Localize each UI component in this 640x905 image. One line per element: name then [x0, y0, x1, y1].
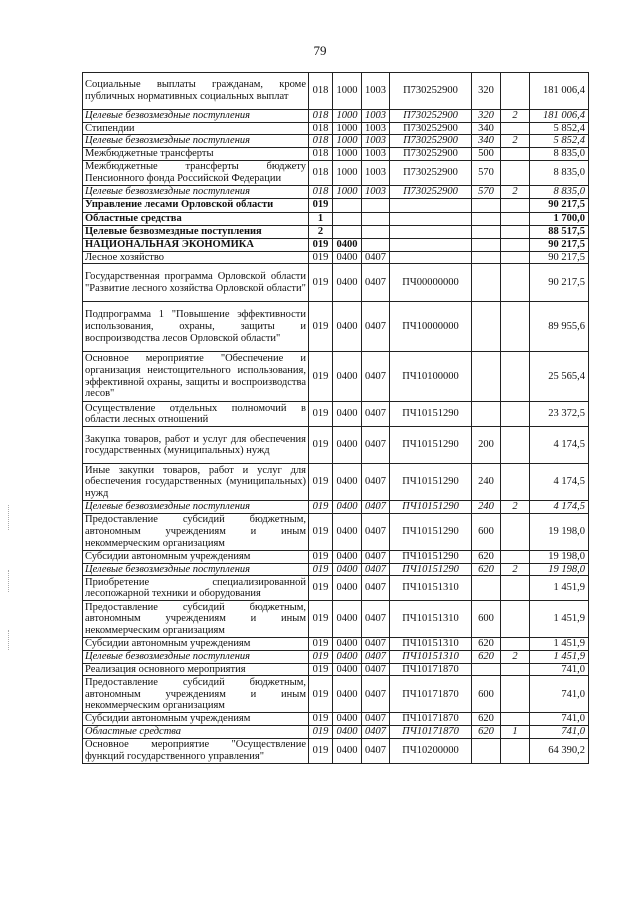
row-csr: ПЧ10151290: [390, 501, 472, 514]
row-rz: 0400: [333, 464, 362, 501]
row-ist: [501, 464, 530, 501]
row-name: Подпрограмма 1 "Повышение эффективности использования, охраны, защиты и воспроизводства лесов Орловской области": [83, 302, 309, 352]
row-name: Предоставление субсидий бюджетным, автономным учреждениям и иным некоммерческим организациям: [83, 676, 309, 713]
row-rz: 0400: [333, 638, 362, 651]
row-rz: 1000: [333, 110, 362, 123]
row-ved: 019: [309, 550, 333, 563]
row-name: Осуществление отдельных полномочий в области лесных отношений: [83, 402, 309, 427]
row-sum: 4 174,5: [530, 501, 589, 514]
row-ved: 019: [309, 238, 333, 251]
row-pr: 0407: [362, 738, 390, 763]
row-pr: 0407: [362, 513, 390, 550]
row-vr: 500: [472, 148, 501, 161]
table-row: [83, 726, 589, 739]
row-ved: 019: [309, 513, 333, 550]
table-row: [83, 576, 589, 601]
row-csr: ПЧ10151310: [390, 638, 472, 651]
row-sum: 8 835,0: [530, 185, 589, 198]
table-row: [83, 135, 589, 148]
row-pr: [362, 212, 390, 225]
row-sum: 19 198,0: [530, 513, 589, 550]
table-row: [83, 110, 589, 123]
row-csr: [390, 225, 472, 238]
row-ved: 1: [309, 212, 333, 225]
row-sum: 88 517,5: [530, 225, 589, 238]
row-ved: 019: [309, 251, 333, 264]
margin-dots: [8, 630, 10, 650]
row-ved: 019: [309, 576, 333, 601]
row-vr: 620: [472, 638, 501, 651]
table-row: [83, 73, 589, 110]
row-name: Целевые безвозмездные поступления: [83, 225, 309, 238]
row-rz: 0400: [333, 676, 362, 713]
row-csr: П730252900: [390, 73, 472, 110]
table-row: [83, 185, 589, 198]
row-name: Предоставление субсидий бюджетным, автономным учреждениям и иным некоммерческим организациям: [83, 513, 309, 550]
row-ved: 019: [309, 726, 333, 739]
row-pr: 0407: [362, 651, 390, 664]
row-ved: 019: [309, 738, 333, 763]
row-pr: 0407: [362, 713, 390, 726]
row-vr: [472, 402, 501, 427]
row-pr: 0407: [362, 563, 390, 576]
row-ved: 019: [309, 352, 333, 402]
table-row: [83, 198, 589, 212]
table-row: [83, 513, 589, 550]
row-sum: 19 198,0: [530, 550, 589, 563]
row-rz: 0400: [333, 402, 362, 427]
row-csr: ПЧ10151310: [390, 576, 472, 601]
row-sum: 5 852,4: [530, 122, 589, 135]
table-row: [83, 651, 589, 664]
row-vr: 600: [472, 601, 501, 638]
row-csr: ПЧ10151290: [390, 550, 472, 563]
row-ved: 019: [309, 638, 333, 651]
row-ved: 018: [309, 110, 333, 123]
row-ved: 019: [309, 601, 333, 638]
row-sum: 4 174,5: [530, 464, 589, 501]
row-csr: ПЧ10171870: [390, 726, 472, 739]
row-vr: 620: [472, 550, 501, 563]
row-sum: 741,0: [530, 663, 589, 676]
row-sum: 90 217,5: [530, 198, 589, 212]
row-vr: [472, 251, 501, 264]
row-ist: [501, 160, 530, 185]
row-pr: 1003: [362, 148, 390, 161]
row-ist: [501, 302, 530, 352]
row-vr: [472, 663, 501, 676]
row-name: Межбюджетные трансферты: [83, 148, 309, 161]
row-name: Целевые безвозмездные поступления: [83, 563, 309, 576]
row-ist: 2: [501, 501, 530, 514]
row-name: Межбюджетные трансферты бюджету Пенсионного фонда Российской Федерации: [83, 160, 309, 185]
row-pr: 0407: [362, 251, 390, 264]
row-ved: 018: [309, 148, 333, 161]
row-ist: [501, 427, 530, 464]
margin-dots: [8, 570, 10, 592]
row-vr: [472, 738, 501, 763]
row-csr: П730252900: [390, 110, 472, 123]
row-name: Субсидии автономным учреждениям: [83, 713, 309, 726]
row-ist: 2: [501, 651, 530, 664]
row-csr: ПЧ10151310: [390, 601, 472, 638]
row-name: Стипендии: [83, 122, 309, 135]
row-ist: [501, 122, 530, 135]
row-rz: 0400: [333, 427, 362, 464]
row-sum: 23 372,5: [530, 402, 589, 427]
row-vr: [472, 264, 501, 302]
row-ved: 018: [309, 160, 333, 185]
row-csr: ПЧ10171870: [390, 713, 472, 726]
table-row: [83, 738, 589, 763]
row-ist: [501, 198, 530, 212]
row-ist: [501, 402, 530, 427]
row-pr: 0407: [362, 501, 390, 514]
row-sum: 8 835,0: [530, 160, 589, 185]
row-vr: 570: [472, 185, 501, 198]
table-row: [83, 122, 589, 135]
row-csr: П730252900: [390, 160, 472, 185]
row-ist: [501, 713, 530, 726]
table-row: [83, 563, 589, 576]
row-sum: 25 565,4: [530, 352, 589, 402]
table-row: [83, 352, 589, 402]
row-vr: [472, 352, 501, 402]
row-rz: 0400: [333, 576, 362, 601]
row-name: Лесное хозяйство: [83, 251, 309, 264]
row-ist: [501, 251, 530, 264]
row-sum: 8 835,0: [530, 148, 589, 161]
row-ist: [501, 264, 530, 302]
table-row: [83, 464, 589, 501]
row-csr: ПЧ10100000: [390, 352, 472, 402]
row-pr: 1003: [362, 122, 390, 135]
row-rz: [333, 225, 362, 238]
page-number: 79: [313, 43, 327, 58]
row-name: Целевые безвозмездные поступления: [83, 110, 309, 123]
row-rz: 0400: [333, 264, 362, 302]
row-sum: 19 198,0: [530, 563, 589, 576]
row-vr: 240: [472, 464, 501, 501]
row-vr: 600: [472, 513, 501, 550]
row-csr: ПЧ00000000: [390, 264, 472, 302]
row-vr: 320: [472, 73, 501, 110]
row-sum: 181 006,4: [530, 73, 589, 110]
row-sum: 5 852,4: [530, 135, 589, 148]
table-row: [83, 638, 589, 651]
row-csr: [390, 238, 472, 251]
row-csr: П730252900: [390, 135, 472, 148]
row-sum: 1 700,0: [530, 212, 589, 225]
row-name: Целевые безвозмездные поступления: [83, 501, 309, 514]
row-rz: 1000: [333, 185, 362, 198]
row-ved: 019: [309, 198, 333, 212]
row-name: Областные средства: [83, 212, 309, 225]
row-ist: [501, 576, 530, 601]
row-ist: [501, 238, 530, 251]
row-ist: [501, 212, 530, 225]
row-ved: 018: [309, 135, 333, 148]
row-name: Областные средства: [83, 726, 309, 739]
table-row: [83, 212, 589, 225]
row-name: Основное мероприятие "Обеспечение и организация неистощительного использования, эффективной охраны, защиты и воспроизводства лесов": [83, 352, 309, 402]
row-ist: [501, 352, 530, 402]
row-rz: 0400: [333, 251, 362, 264]
table-row: [83, 601, 589, 638]
table-row: [83, 713, 589, 726]
table-row: [83, 676, 589, 713]
row-rz: 0400: [333, 563, 362, 576]
table-row: [83, 264, 589, 302]
table-row: [83, 251, 589, 264]
table-row: [83, 550, 589, 563]
row-ved: 019: [309, 501, 333, 514]
row-pr: 1003: [362, 73, 390, 110]
row-csr: ПЧ10200000: [390, 738, 472, 763]
row-name: Закупка товаров, работ и услуг для обеспечения государственных (муниципальных) нужд: [83, 427, 309, 464]
row-ist: 2: [501, 563, 530, 576]
row-name: Целевые безвозмездные поступления: [83, 135, 309, 148]
row-ved: 019: [309, 663, 333, 676]
row-sum: 4 174,5: [530, 427, 589, 464]
row-ved: 019: [309, 713, 333, 726]
row-csr: ПЧ10171870: [390, 663, 472, 676]
row-pr: [362, 198, 390, 212]
row-csr: ПЧ10000000: [390, 302, 472, 352]
table-row: [83, 160, 589, 185]
row-pr: 1003: [362, 160, 390, 185]
row-vr: 200: [472, 427, 501, 464]
row-pr: [362, 225, 390, 238]
row-name: Субсидии автономным учреждениям: [83, 550, 309, 563]
row-sum: 741,0: [530, 713, 589, 726]
row-pr: 1003: [362, 185, 390, 198]
row-name: Целевые безвозмездные поступления: [83, 185, 309, 198]
row-vr: 570: [472, 160, 501, 185]
row-sum: 64 390,2: [530, 738, 589, 763]
row-csr: П730252900: [390, 122, 472, 135]
table-row: [83, 225, 589, 238]
row-csr: [390, 212, 472, 225]
row-sum: 90 217,5: [530, 264, 589, 302]
row-csr: П730252900: [390, 185, 472, 198]
row-pr: 0407: [362, 550, 390, 563]
row-ved: 019: [309, 264, 333, 302]
row-ist: [501, 73, 530, 110]
row-rz: 0400: [333, 713, 362, 726]
row-pr: 0407: [362, 464, 390, 501]
row-ist: [501, 148, 530, 161]
row-ved: 019: [309, 302, 333, 352]
row-pr: 1003: [362, 135, 390, 148]
row-ist: [501, 550, 530, 563]
row-pr: 0407: [362, 601, 390, 638]
row-csr: ПЧ10151290: [390, 402, 472, 427]
row-name: НАЦИОНАЛЬНАЯ ЭКОНОМИКА: [83, 238, 309, 251]
row-ist: [501, 638, 530, 651]
row-name: Управление лесами Орловской области: [83, 198, 309, 212]
row-sum: 90 217,5: [530, 238, 589, 251]
table-row: [83, 302, 589, 352]
row-rz: 0400: [333, 738, 362, 763]
row-vr: 620: [472, 651, 501, 664]
row-pr: 0407: [362, 302, 390, 352]
row-csr: ПЧ10171870: [390, 676, 472, 713]
row-sum: 89 955,6: [530, 302, 589, 352]
row-ved: 018: [309, 122, 333, 135]
row-ved: 018: [309, 73, 333, 110]
table-row: [83, 402, 589, 427]
row-name: Государственная программа Орловской области "Развитие лесного хозяйства Орловской области": [83, 264, 309, 302]
row-ved: 2: [309, 225, 333, 238]
budget-table: [82, 72, 589, 764]
row-pr: 0407: [362, 663, 390, 676]
row-rz: 1000: [333, 160, 362, 185]
row-vr: 320: [472, 110, 501, 123]
row-vr: [472, 576, 501, 601]
row-csr: ПЧ10151290: [390, 464, 472, 501]
row-rz: 0400: [333, 663, 362, 676]
row-rz: 0400: [333, 352, 362, 402]
row-ist: 2: [501, 185, 530, 198]
row-rz: 0400: [333, 726, 362, 739]
row-name: Реализация основного мероприятия: [83, 663, 309, 676]
row-csr: П730252900: [390, 148, 472, 161]
row-rz: 0400: [333, 501, 362, 514]
row-vr: 340: [472, 122, 501, 135]
row-csr: ПЧ10151290: [390, 563, 472, 576]
row-rz: 1000: [333, 122, 362, 135]
row-rz: 1000: [333, 73, 362, 110]
row-vr: 240: [472, 501, 501, 514]
row-vr: 620: [472, 726, 501, 739]
row-ist: 2: [501, 110, 530, 123]
row-vr: [472, 238, 501, 251]
row-ist: [501, 225, 530, 238]
row-csr: ПЧ10151310: [390, 651, 472, 664]
row-name: Субсидии автономным учреждениям: [83, 638, 309, 651]
row-name: Иные закупки товаров, работ и услуг для обеспечения государственных (муниципальных) нужд: [83, 464, 309, 501]
row-pr: 1003: [362, 110, 390, 123]
row-vr: [472, 302, 501, 352]
row-ved: 018: [309, 185, 333, 198]
row-name: Предоставление субсидий бюджетным, автономным учреждениям и иным некоммерческим организациям: [83, 601, 309, 638]
row-ved: 019: [309, 402, 333, 427]
row-pr: 0407: [362, 676, 390, 713]
row-pr: 0407: [362, 352, 390, 402]
row-pr: 0407: [362, 726, 390, 739]
row-rz: [333, 212, 362, 225]
row-name: Социальные выплаты гражданам, кроме публичных нормативных социальных выплат: [83, 73, 309, 110]
row-ved: 019: [309, 651, 333, 664]
row-rz: 0400: [333, 302, 362, 352]
row-rz: 0400: [333, 513, 362, 550]
row-rz: 0400: [333, 238, 362, 251]
row-csr: [390, 251, 472, 264]
row-ist: 2: [501, 135, 530, 148]
row-sum: 1 451,9: [530, 638, 589, 651]
row-pr: 0407: [362, 427, 390, 464]
row-vr: [472, 212, 501, 225]
row-sum: 1 451,9: [530, 576, 589, 601]
row-ist: 1: [501, 726, 530, 739]
row-rz: [333, 198, 362, 212]
row-ist: [501, 601, 530, 638]
row-sum: 90 217,5: [530, 251, 589, 264]
row-vr: 340: [472, 135, 501, 148]
row-csr: ПЧ10151290: [390, 513, 472, 550]
row-csr: ПЧ10151290: [390, 427, 472, 464]
row-name: Основное мероприятие "Осуществление функций государственного управления": [83, 738, 309, 763]
row-rz: 0400: [333, 550, 362, 563]
table-row: [83, 663, 589, 676]
row-vr: [472, 198, 501, 212]
table-row: [83, 148, 589, 161]
row-rz: 1000: [333, 135, 362, 148]
margin-dots: [8, 505, 10, 530]
row-ist: [501, 663, 530, 676]
row-name: Приобретение специализированной лесопожарной техники и оборудования: [83, 576, 309, 601]
table-row: [83, 427, 589, 464]
row-rz: 1000: [333, 148, 362, 161]
row-pr: 0407: [362, 576, 390, 601]
row-vr: 620: [472, 563, 501, 576]
row-csr: [390, 198, 472, 212]
row-rz: 0400: [333, 651, 362, 664]
row-rz: 0400: [333, 601, 362, 638]
row-ved: 019: [309, 464, 333, 501]
row-pr: [362, 238, 390, 251]
row-ved: 019: [309, 427, 333, 464]
table-row: [83, 238, 589, 251]
row-vr: [472, 225, 501, 238]
row-ist: [501, 738, 530, 763]
row-pr: 0407: [362, 264, 390, 302]
row-name: Целевые безвозмездные поступления: [83, 651, 309, 664]
row-sum: 741,0: [530, 676, 589, 713]
row-sum: 1 451,9: [530, 651, 589, 664]
row-ved: 019: [309, 676, 333, 713]
row-sum: 181 006,4: [530, 110, 589, 123]
row-vr: 620: [472, 713, 501, 726]
row-ved: 019: [309, 563, 333, 576]
row-vr: 600: [472, 676, 501, 713]
table-row: [83, 501, 589, 514]
row-sum: 1 451,9: [530, 601, 589, 638]
row-pr: 0407: [362, 402, 390, 427]
row-sum: 741,0: [530, 726, 589, 739]
row-ist: [501, 676, 530, 713]
row-ist: [501, 513, 530, 550]
row-pr: 0407: [362, 638, 390, 651]
